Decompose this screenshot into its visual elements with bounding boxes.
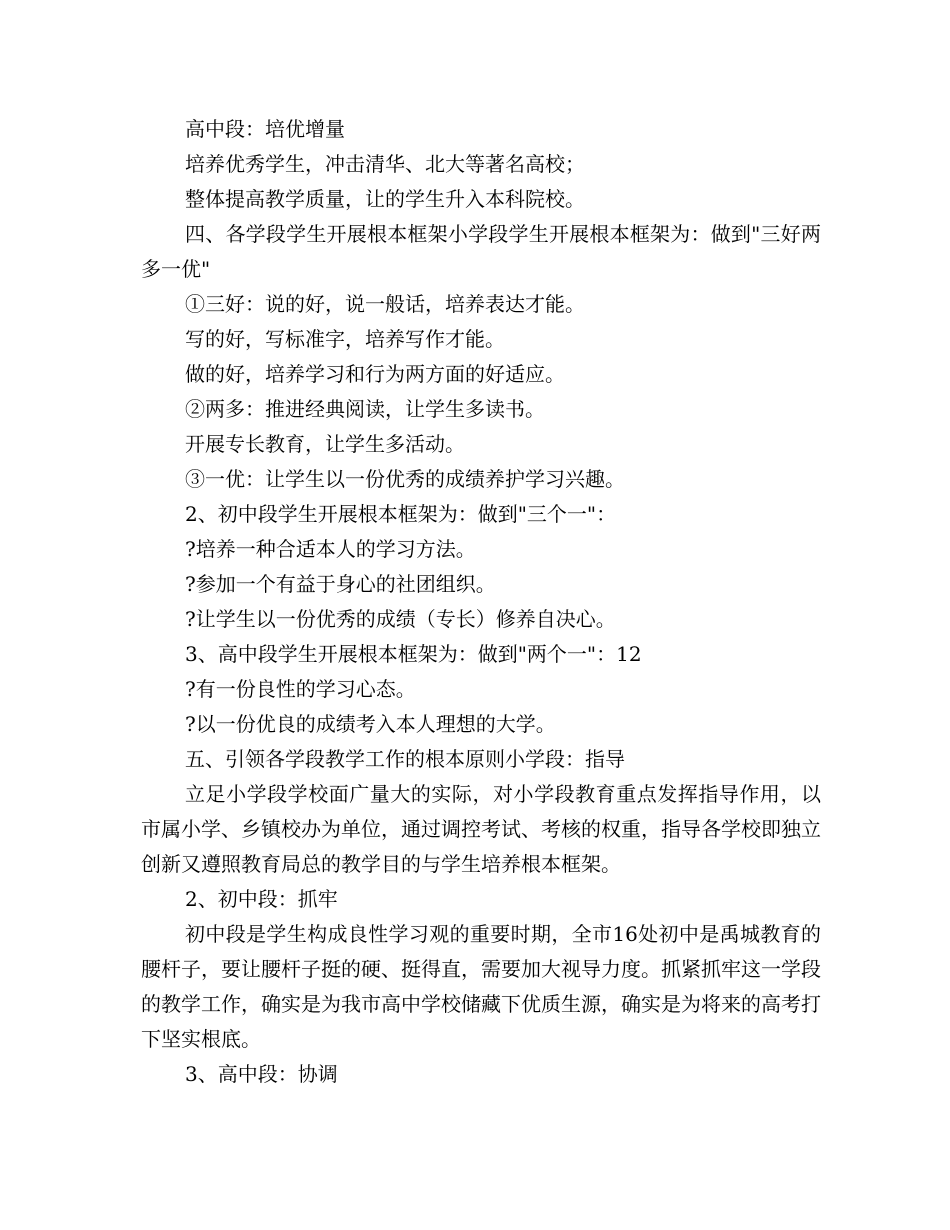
- paragraph: ?参加一个有益于身心的社团组织。: [185, 572, 496, 596]
- section-heading: 四、各学段学生开展根本框架小学段学生开展根本框架为：做到"三好两多一优": [141, 222, 821, 281]
- paragraph: 做的好，培养学习和行为两方面的好适应。: [185, 362, 565, 386]
- paragraph: 立足小学段学校面广量大的实际，对小学段教育重点发挥指导作用，以市属小学、乡镇校办为单位，通过调控考试、考核的权重，指导各学校即独立创新又遵照教育局总的教学目的与学生培养根本框架。: [141, 782, 821, 876]
- paragraph: 3、高中段：协调: [185, 1062, 338, 1086]
- paragraph: ③一优：让学生以一份优秀的成绩养护学习兴趣。: [185, 467, 625, 491]
- paragraph: 写的好，写标准字，培养写作才能。: [185, 327, 505, 351]
- paragraph: 开展专长教育，让学生多活动。: [185, 432, 465, 456]
- paragraph: 2、初中段学生开展根本框架为：做到"三个一"：: [185, 502, 617, 526]
- section-heading: 五、引领各学段教学工作的根本原则小学段：指导: [185, 747, 625, 771]
- paragraph: 高中段：培优增量: [185, 117, 345, 141]
- paragraph: 整体提高教学质量，让的学生升入本科院校。: [185, 187, 585, 211]
- document-body: [141, 112, 821, 1092]
- paragraph: 3、高中段学生开展根本框架为：做到"两个一"：12: [185, 642, 642, 666]
- paragraph: ②两多：推进经典阅读，让学生多读书。: [185, 397, 545, 421]
- paragraph: ?有一份良性的学习心态。: [185, 677, 416, 701]
- paragraph: 2、初中段：抓牢: [185, 887, 338, 911]
- paragraph: ①三好：说的好，说一般话，培养表达才能。: [185, 292, 585, 316]
- paragraph: 培养优秀学生，冲击清华、北大等著名高校；: [185, 152, 585, 176]
- paragraph: ?以一份优良的成绩考入本人理想的大学。: [185, 712, 556, 736]
- paragraph: ?培养一种合适本人的学习方法。: [185, 537, 476, 561]
- paragraph: ?让学生以一份优秀的成绩（专长）修养自决心。: [185, 607, 616, 631]
- paragraph: 初中段是学生构成良性学习观的重要时期，全市16处初中是禹城教育的腰杆子，要让腰杆子挺的硬、挺得直，需要加大视导力度。抓紧抓牢这一学段的教学工作，确实是为我市高中学校储藏下优质生源，确实是为将来的高考打下坚实根底。: [141, 922, 821, 1051]
